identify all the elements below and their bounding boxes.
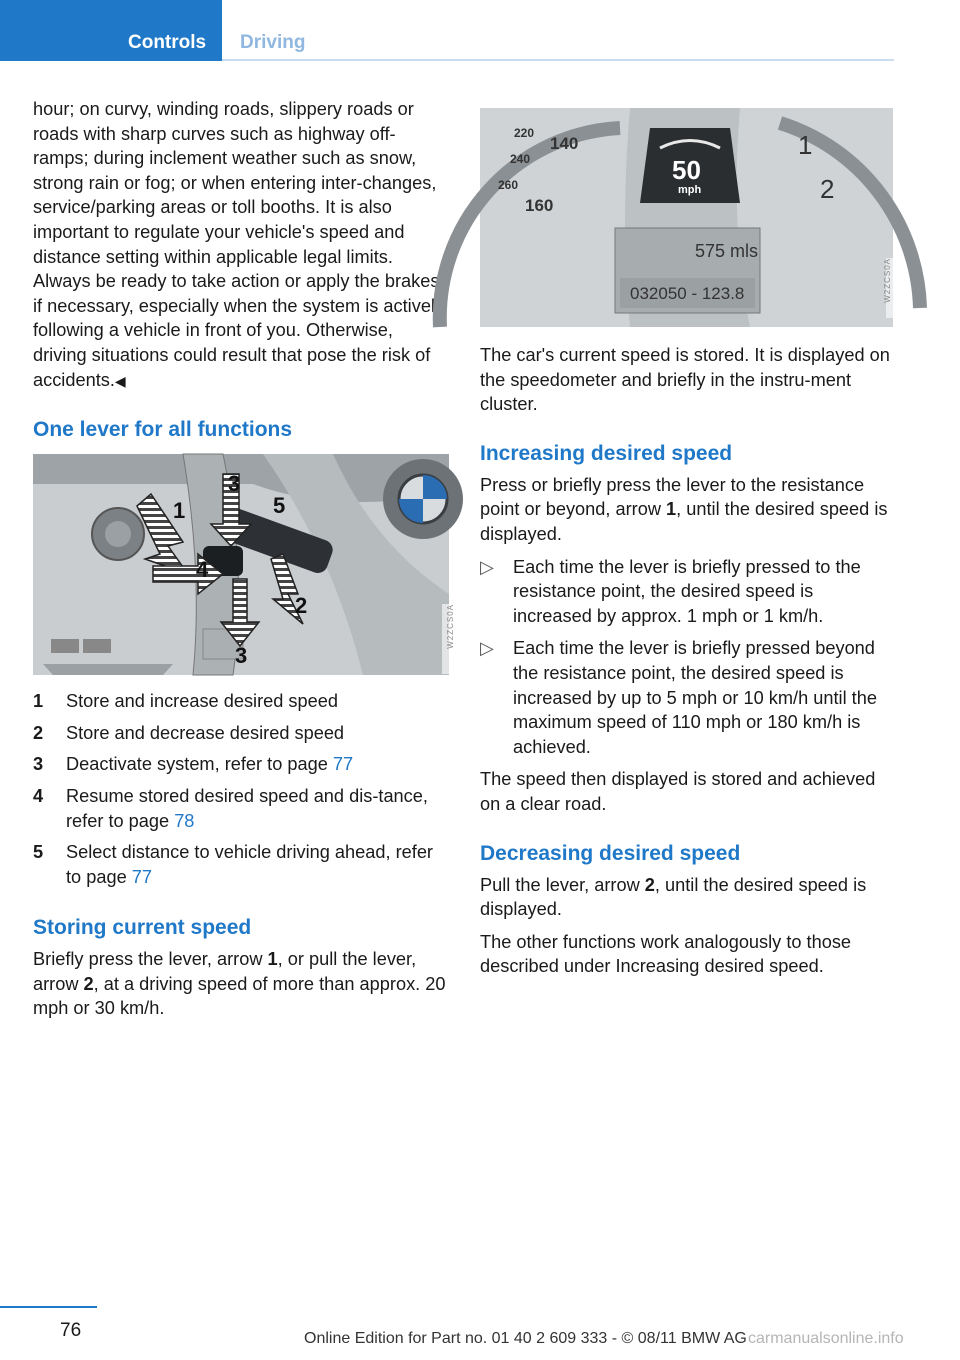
footer-rule [0, 1306, 97, 1308]
page-number: 76 [60, 1320, 82, 1341]
list-item: ▷ Each time the lever is briefly pressed beyond the resistance point, the desired speed is increased by up to 5 mph or 10 km/h until the maximum speed of 110 mph or 180 km/h is achieved. [480, 638, 877, 757]
heading-decreasing: Decreasing desired speed [480, 841, 741, 865]
list-item: ▷ Each time the lever is briefly pressed to the resistance point, the desired speed is increased by approx. 1 mph or 1 km/h. [480, 556, 861, 626]
gauge-tick: 140 [550, 134, 579, 153]
set-speed-unit: mph [678, 184, 702, 196]
tab-controls[interactable]: Controls [128, 32, 207, 53]
tab-driving[interactable]: Driving [240, 32, 306, 53]
intro-paragraph: hour; on curvy, winding roads, slippery roads or roads with sharp curves such as highway off-ramps; during inclement weather such as snow, strong rain or fog; or when entering inter-changes, service/parking areas or toll booths. It is also important to regulate your vehicle's speed and distance setting within applicable legal limits. Always be ready to take action or apply the brakes if necessary, especially when the system is actively following a vehicle in front of you. Otherwise, driving situations could result that pose the risk of accidents.◀ [33, 99, 445, 390]
heading-one-lever: One lever for all functions [33, 418, 293, 442]
edition-text: Online Edition for Part no. 01 40 2 609 333 - © 08/11 BMW AG [304, 1330, 747, 1347]
achieved-paragraph: The speed then displayed is stored and achieved on a clear road. [480, 769, 876, 814]
heading-storing: Storing current speed [33, 916, 252, 940]
range-readout: 575 mls [695, 241, 759, 261]
bullet-arrow-icon: ▷ [480, 556, 494, 577]
callout-3-top: 3 [228, 471, 241, 497]
increasing-paragraph: Press or briefly press the lever to the resistance point or beyond, arrow 1, until the desired speed is displayed. [480, 474, 888, 544]
right-column [480, 343, 893, 979]
odometer-readout: 032050 - 123.8 [630, 284, 745, 303]
callout-1: 1 [173, 498, 186, 524]
decreasing-paragraph: Pull the lever, arrow 2, until the desired speed is displayed. [480, 874, 867, 920]
storing-paragraph: Briefly press the lever, arrow 1, or pull the lever, arrow 2, at a driving speed of more than approx. 20 mph or 30 km/h. [33, 949, 446, 1019]
page-link-77[interactable]: 77 [332, 754, 354, 775]
callout-2: 2 [295, 593, 308, 619]
gauge-tick: 160 [525, 196, 554, 215]
page-link-78[interactable]: 78 [174, 810, 195, 831]
gauge-tick: 260 [498, 178, 519, 192]
heading-increasing: Increasing desired speed [480, 441, 733, 465]
bullet-arrow-icon: ▷ [480, 638, 494, 659]
set-speed-value: 50 [672, 155, 701, 185]
gauge-tick: 240 [510, 152, 531, 166]
list-item: 1 Store and increase desired speed [33, 691, 338, 712]
gauge-tick: 220 [514, 126, 535, 140]
figure-code: W2ZCS0A [883, 258, 892, 303]
list-item: 4 Resume stored desired speed and dis-tance, refer to page 78 [33, 785, 428, 831]
left-column [33, 97, 455, 1021]
instrument-cluster-figure [480, 108, 893, 327]
function-list [33, 689, 451, 889]
page-link-77b[interactable]: 77 [131, 866, 152, 887]
callout-5: 5 [273, 493, 286, 519]
lever-illustration [33, 454, 449, 675]
callout-3-bottom: 3 [235, 643, 248, 669]
header-rule [222, 59, 894, 61]
other-functions-paragraph: The other functions work analogously to those described under Increasing desired speed. [480, 931, 852, 977]
list-item: 3 Deactivate system, refer to page 77 [33, 754, 354, 775]
lever-figure [33, 454, 455, 675]
callout-4: 4 [196, 557, 209, 583]
list-item: 2 Store and decrease desired speed [33, 722, 345, 743]
list-item: 5 Select distance to vehicle driving ahead, refer to page 77 [33, 842, 433, 887]
watermark: carmanualsonline.info [748, 1330, 904, 1347]
stored-paragraph: The car's current speed is stored. It is displayed on the speedometer and briefly in the instru-ment cluster. [480, 345, 890, 415]
end-mark-icon: ◀ [114, 372, 126, 389]
figure-code: W2ZCS0A [446, 604, 455, 649]
gauge-tick: 1 [798, 130, 813, 160]
gauge-tick: 2 [820, 174, 835, 204]
